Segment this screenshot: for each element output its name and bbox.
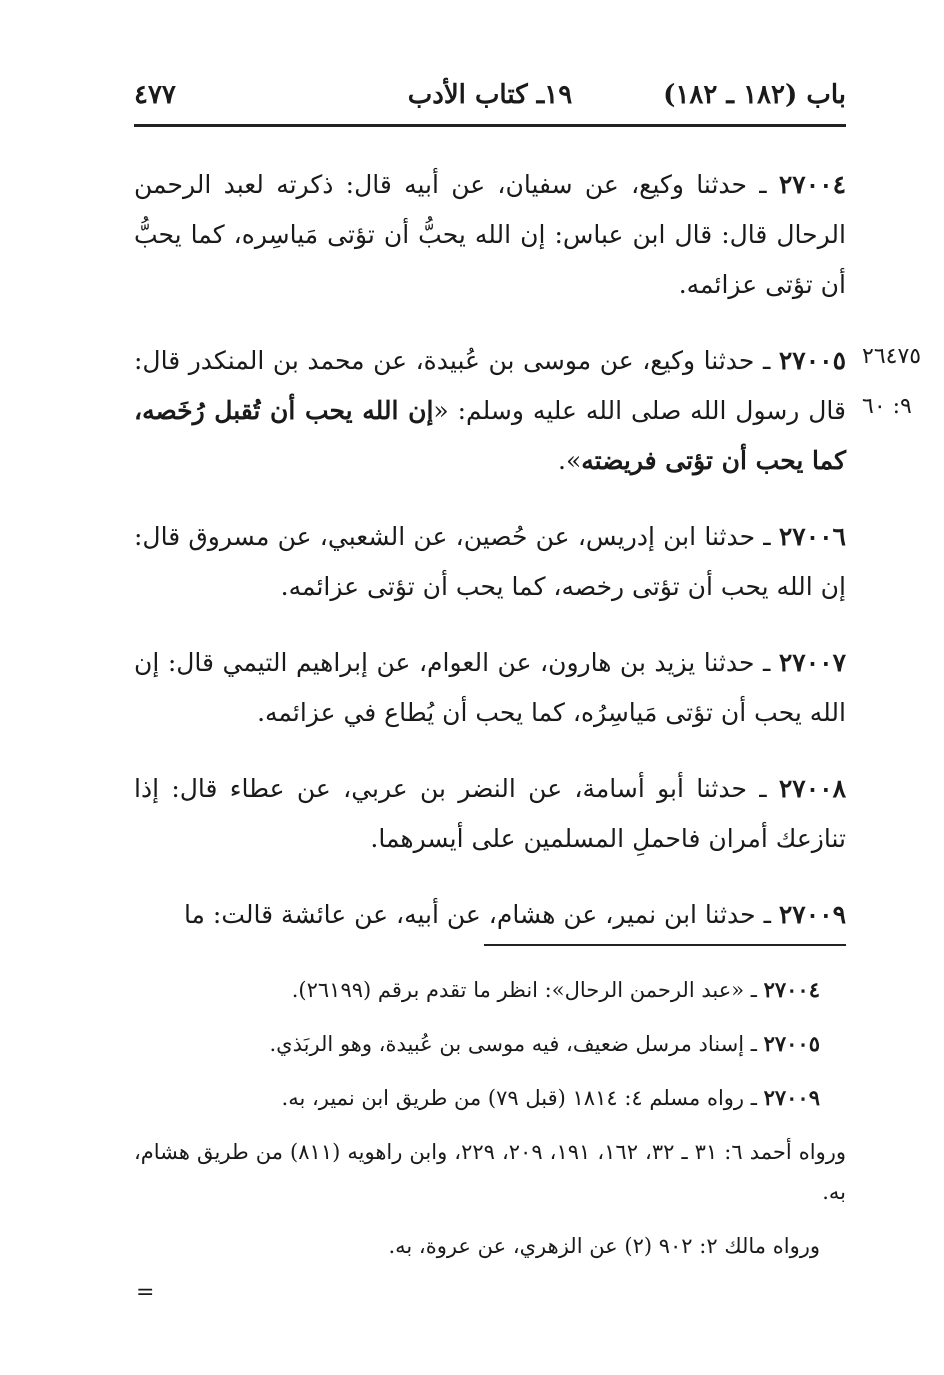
hadith-number: ٢٧٠٠٧ [778, 648, 846, 677]
continuation-mark: = [136, 1280, 155, 1305]
hadith-27005 [134, 336, 846, 486]
footnote-text: ورواه مالك ٢: ٩٠٢ (٢) عن الزهري، عن عروة، به. [388, 1234, 820, 1258]
hadith-text: ـ حدثنا ابن نمير، عن هشام، عن أبيه، عن عائشة قالت: ما [183, 900, 771, 929]
hadith-text: ـ حدثنا يزيد بن هارون، عن العوام، عن إبراهيم التيمي قال: إن الله يحب أن تؤتى مَياسِرُه، كما يحب أن يُطاع في عزائمه. [134, 648, 846, 727]
hadith-text: ـ حدثنا وكيع، عن موسى بن عُبيدة، عن محمد بن المنكدر قال: قال رسول الله صلى الله عليه وسلم: « [134, 346, 846, 425]
footnotes [134, 970, 846, 1280]
margin-reference: ٩: ٦٠ [862, 394, 912, 419]
running-header [134, 80, 846, 120]
hadith-27009 [134, 890, 846, 940]
main-text [134, 160, 846, 966]
footnote-number: ٢٧٠٠٥ [763, 1031, 820, 1056]
hadith-number: ٢٧٠٠٩ [778, 900, 846, 929]
hadith-27004 [134, 160, 846, 310]
hadith-number: ٢٧٠٠٦ [778, 522, 846, 551]
footnote-text: ـ رواه مسلم ٤: ١٨١٤ (قبل ٧٩) من طريق ابن نمير، به. [281, 1086, 757, 1110]
footnote [134, 1132, 846, 1212]
hadith-number: ٢٧٠٠٥ [778, 346, 846, 375]
hadith-27007 [134, 638, 846, 738]
hadith-text: ـ حدثنا وكيع، عن سفيان، عن أبيه قال: ذكرته لعبد الرحمن الرحال قال: قال ابن عباس: إن الله يحبُّ أن تؤتى مَياسِره، كما يحبُّ أن تؤتى عزائمه. [134, 170, 846, 299]
footnote-text: ـ «عبد الرحمن الرحال»: انظر ما تقدم برقم (٢٦١٩٩). [291, 978, 757, 1002]
footnote [134, 970, 846, 1010]
hadith-number: ٢٧٠٠٤ [778, 170, 846, 199]
footnote [134, 1024, 846, 1064]
hadith-27008 [134, 764, 846, 864]
hadith-number: ٢٧٠٠٨ [778, 774, 846, 803]
footnote [134, 1226, 846, 1266]
margin-reference: ٢٦٤٧٥ [862, 344, 922, 369]
chapter-heading: باب (١٨٢ ـ ١٨٢) [663, 80, 846, 110]
hadith-quote: إن الله يحب أن تُقبل رُخَصه، كما يحب أن تؤتى فريضته [134, 396, 846, 475]
hadith-27006 [134, 512, 846, 612]
hadith-text: ـ حدثنا أبو أسامة، عن النضر بن عربي، عن عطاء قال: إذا تنازعك أمران فاحملِ المسلمين على أيسرهما. [134, 774, 846, 853]
hadith-text: ـ حدثنا ابن إدريس، عن حُصين، عن الشعبي، عن مسروق قال: إن الله يحب أن تؤتى رخصه، كما يحب أن تؤتى عزائمه. [134, 522, 846, 601]
footnote-number: ٢٧٠٠٩ [763, 1085, 820, 1110]
header-divider [134, 124, 846, 127]
footnote-divider [484, 944, 846, 946]
hadith-text-end: ». [558, 446, 582, 475]
footnote-text: ورواه أحمد ٦: ٣١ ـ ٣٢، ١٦٢، ١٩١، ٢٠٩، ٢٢٩، وابن راهويه (٨١١) من طريق هشام، به. [134, 1140, 847, 1204]
book-title: ١٩ـ كتاب الأدب [407, 80, 573, 110]
footnote [134, 1078, 846, 1118]
page-number: ٤٧٧ [134, 80, 176, 110]
footnote-number: ٢٧٠٠٤ [763, 977, 820, 1002]
footnote-text: ـ إسناد مرسل ضعيف، فيه موسى بن عُبيدة، وهو الربَذي. [269, 1032, 757, 1056]
